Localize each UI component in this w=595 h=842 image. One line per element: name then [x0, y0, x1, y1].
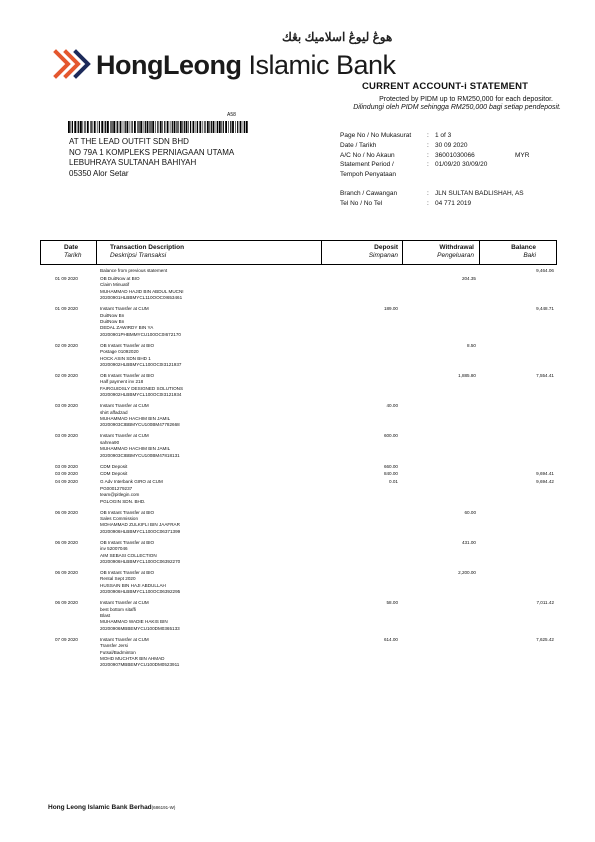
barcode-bar [127, 121, 129, 133]
cell-date: 01 09 2020 [55, 306, 78, 312]
meta-row [340, 170, 555, 180]
description-line: OB Instant Transfer at BIO [100, 569, 155, 575]
description-line: G Adv Interbank GIRO at CUM [100, 479, 163, 485]
address-line: LEBUHRAYA SULTANAH BAHIYAH [69, 158, 197, 167]
barcode-bar [113, 121, 115, 133]
meta-extra [515, 189, 555, 199]
meta-colon [427, 170, 435, 180]
description-line: HUSSAIN BIN HAJI ABDULLAH [100, 582, 166, 588]
meta-spacer [340, 180, 555, 189]
cell-date: 02 09 2020 [55, 372, 78, 378]
header-withdrawal: Withdrawal Pengeluaran [437, 244, 474, 259]
barcode-bar [235, 121, 236, 133]
table-border-right [556, 240, 557, 264]
barcode-bar [74, 121, 76, 133]
cell-withdrawal: 60.00 [464, 509, 476, 515]
barcode-bar [243, 121, 244, 133]
cell-deposit: 40.00 [386, 403, 398, 409]
barcode-bar [105, 121, 106, 133]
cell-description [100, 306, 315, 338]
barcode-bar [204, 121, 205, 133]
description-line: Instant Transfer at CUM [100, 306, 149, 312]
barcode-bar [134, 121, 136, 133]
barcode-bar [90, 121, 91, 133]
barcode-bar [155, 121, 156, 133]
barcode-bar [91, 121, 92, 133]
table-divider [479, 240, 480, 264]
barcode-bar [160, 121, 162, 133]
barcode-bar [137, 121, 138, 133]
barcode-icon [68, 121, 248, 133]
brand-arabic: هوڠ ليوڠ اسلاميك بڠك [282, 30, 393, 44]
barcode-bar [130, 121, 131, 133]
barcode-bar [84, 121, 85, 133]
meta-value: 30 09 2020 [435, 141, 468, 149]
meta-label: A/C No / No Akaun [340, 151, 395, 159]
barcode-bar [143, 121, 144, 133]
meta-row [340, 189, 555, 199]
meta-extra [515, 199, 555, 209]
cell-description [100, 479, 315, 505]
cell-description [100, 268, 315, 274]
meta-row [340, 160, 555, 170]
description-line: PG0001279237 [100, 485, 133, 491]
barcode-bar [223, 121, 224, 133]
description-line: shirt affadzad [100, 409, 128, 415]
description-line: 20200906MBBEMYCU100DM0365133 [100, 625, 180, 631]
cell-description [100, 570, 315, 596]
cell-date: 07 09 2020 [55, 636, 78, 642]
meta-colon: : [427, 141, 429, 149]
barcode-bar [150, 121, 151, 133]
meta-row [340, 199, 555, 209]
cell-withdrawal: 204.35 [461, 275, 476, 281]
meta-value [435, 170, 515, 180]
meta-colon: : [427, 199, 429, 207]
cell-description [100, 510, 315, 536]
meta-colon: : [427, 151, 429, 159]
description-line: HOCK ASIN SDN BHD 1 [100, 355, 151, 361]
meta-value: 1 of 3 [435, 132, 452, 139]
barcode-bar [180, 121, 182, 133]
barcode-bar [77, 121, 78, 133]
barcode-bar [240, 121, 242, 133]
barcode-bar [217, 121, 218, 133]
barcode-bar [80, 121, 82, 133]
cell-description [100, 600, 315, 632]
barcode-bar [145, 121, 146, 133]
description-line: DEDAL ZAWIRDY BIN YA [100, 325, 154, 331]
description-line: best bottom sitaffi [100, 606, 136, 612]
cell-deposit: 660.00 [383, 463, 398, 469]
cell-balance: 9,694.42 [536, 479, 554, 485]
cell-withdrawal: 2,200.00 [458, 569, 476, 575]
cell-description [100, 343, 315, 369]
meta-value: JLN SULTAN BADLISHAH, AS [435, 189, 524, 197]
cell-deposit: 600.00 [383, 433, 398, 439]
hong-leong-logo-icon [50, 42, 94, 86]
table-divider [402, 240, 403, 264]
description-line: OB Instant Transfer at BIO [100, 372, 155, 378]
pidm-notice-en: Protected by PIDM up to RM250,000 for each depositor. [379, 96, 553, 103]
barcode-bar [78, 121, 79, 133]
cell-withdrawal: 1,885.80 [458, 372, 476, 378]
meta-colon: : [427, 189, 429, 197]
meta-colon: : [427, 161, 429, 169]
meta-label: Tempoh Penyataan [340, 171, 397, 179]
description-line: Postage 01092020 [100, 349, 139, 355]
statement-title: CURRENT ACCOUNT-i STATEMENT [362, 81, 529, 92]
description-line: FAIRGUIDSLY DESIGNED SOLUTIONS [100, 385, 184, 391]
meta-row [340, 151, 555, 161]
cell-description [100, 471, 315, 477]
cell-date: 03 09 2020 [55, 403, 78, 409]
description-line: Rental Sept 2020 [100, 576, 136, 582]
table-divider [96, 240, 97, 264]
barcode-bar [97, 121, 98, 133]
cell-description [100, 637, 315, 669]
description-line: Instant Transfer at CUM [100, 636, 149, 642]
description-line: inv 52007046 [100, 546, 128, 552]
customer-address [69, 137, 234, 179]
description-line: Blast [100, 612, 111, 618]
barcode-bar [83, 121, 84, 133]
barcode-bar [211, 121, 212, 133]
barcode-bar [120, 121, 122, 133]
description-line: MOHD MUCHTAR BIN AHMAD [100, 655, 165, 661]
barcode-bar [172, 121, 173, 133]
description-line: PGLOGIN SDN. BHD. [100, 498, 146, 504]
cell-date: 06 09 2020 [55, 600, 78, 606]
barcode-bar [125, 121, 126, 133]
meta-label: Tel No / No Tel [340, 199, 383, 207]
barcode-bar [107, 121, 109, 133]
barcode-bar [116, 121, 117, 133]
meta-value: 36001030066 [435, 151, 475, 159]
barcode-bar [152, 121, 154, 133]
description-line: 20200903CIBBMYCU100BM47782668 [100, 422, 180, 428]
barcode-bar [177, 121, 178, 133]
meta-value: 04 771 2019 [435, 199, 472, 207]
cell-date: 04 09 2020 [55, 479, 78, 485]
cell-balance: 9,694.41 [536, 471, 554, 477]
cell-date: 03 09 2020 [55, 433, 78, 439]
meta-value: 01/09/20 30/09/20 [435, 161, 488, 169]
description-line: Half payment inv 218 [100, 379, 144, 385]
barcode-bar [196, 121, 197, 133]
description-line: 20200902HLBBMYCL100OC0I3121937 [100, 361, 182, 367]
header-balance: Balance Baki [511, 244, 536, 259]
table-border-left [40, 240, 41, 264]
reference-code: A58 [227, 112, 236, 118]
barcode-bar [246, 121, 248, 133]
barcode-bar [147, 121, 149, 133]
barcode-bar [167, 121, 169, 133]
description-line: 20200906HLBBMYCL100OC06392270 [100, 558, 181, 564]
cell-balance: 7,554.41 [536, 372, 554, 378]
description-line: 20200903CIBBMYCU100BM47818131 [100, 452, 180, 458]
description-line: Instant Transfer at CUM [100, 403, 149, 409]
description-line: MOHAMMAD ZULKIFLI BIN JAAFRAR [100, 522, 180, 528]
description-line: MUHAMMAD HACHIM BIN JAMIL [100, 415, 171, 421]
barcode-bar [193, 121, 195, 133]
barcode-bar [110, 121, 111, 133]
account-details [340, 131, 555, 209]
barcode-bar [188, 121, 189, 133]
description-line: 20200906HLBBMYCL100OC06392295 [100, 589, 181, 595]
barcode-bar [157, 121, 158, 133]
cell-withdrawal: 8.50 [467, 342, 476, 348]
header-description: Transaction Description Deskripsi Transaksi [110, 244, 185, 259]
barcode-bar [221, 121, 222, 133]
barcode-bar [184, 121, 185, 133]
brand-name: HongLeong Islamic Bank [96, 50, 396, 80]
cell-description [100, 373, 315, 399]
cell-description [100, 464, 315, 470]
description-line: AIM SEBASI COLLECTION [100, 552, 157, 558]
barcode-bar [117, 121, 118, 133]
barcode-bar [237, 121, 238, 133]
barcode-bar [197, 121, 198, 133]
cell-withdrawal: 431.00 [461, 539, 476, 545]
barcode-bar [244, 121, 245, 133]
meta-label: Statement Period / [340, 161, 394, 169]
meta-extra [515, 160, 555, 170]
barcode-bar [186, 121, 188, 133]
cell-balance: 9,448.71 [536, 306, 554, 312]
description-line: CDM Deposit [100, 471, 128, 477]
description-line: OB Instant Transfer at BIO [100, 342, 155, 348]
meta-row [340, 141, 555, 151]
barcode-bar [209, 121, 210, 133]
meta-label: Date / Tarikh [340, 141, 377, 149]
barcode-bar [71, 121, 72, 133]
barcode-bar [87, 121, 89, 133]
barcode-bar [170, 121, 171, 133]
barcode-bar [182, 121, 183, 133]
barcode-bar [101, 121, 103, 133]
cell-balance: 7,625.42 [536, 636, 554, 642]
barcode-bar [190, 121, 191, 133]
description-line: 20200902HLBBMYCL100OC0I3121934 [100, 392, 182, 398]
barcode-bar [199, 121, 201, 133]
description-line: MUHAMMAD WADIE HAKIS BIN [100, 619, 168, 625]
cell-date: 03 09 2020 [55, 471, 78, 477]
description-line: OB Instant Transfer at BIO [100, 539, 155, 545]
meta-extra [515, 131, 555, 141]
barcode-bar [230, 121, 231, 133]
description-line: Sales Commission [100, 515, 139, 521]
meta-colon: : [427, 132, 429, 139]
address-line: NO 79A 1 KOMPLEKS PERNIAGAAN UTAMA [69, 147, 235, 157]
cell-date: 06 09 2020 [55, 509, 78, 515]
description-line: Instant Transfer at CUM [100, 600, 149, 606]
description-line: Balance from previous statement [100, 268, 168, 273]
cell-deposit: 614.00 [383, 636, 398, 642]
barcode-bar [203, 121, 204, 133]
pidm-notice-my: Dilindungi oleh PIDM sehingga RM250,000 bagi setiap pendeposit. [353, 104, 561, 111]
description-line: 20200901HLBBMYCL110OOC0I653461 [100, 295, 183, 301]
description-line: MUHAMMAD HACHIM BIN JAMIL [100, 446, 171, 452]
barcode-bar [111, 121, 112, 133]
cell-description [100, 433, 315, 459]
description-line: DuitNow Bn [100, 312, 125, 318]
barcode-bar [104, 121, 105, 133]
barcode-bar [216, 121, 217, 133]
description-line: Instant Transfer at CUM [100, 433, 149, 439]
description-line: OB Instant Transfer at BIO [100, 509, 155, 515]
cell-balance: 9,464.06 [536, 268, 554, 273]
barcode-bar [140, 121, 142, 133]
address-line: 05350 Alor Setar [69, 168, 129, 178]
description-line: Futsal/Badminton [100, 649, 136, 655]
address-line: AT THE LEAD OUTFIT SDN BHD [69, 137, 189, 146]
description-line: sahrea90 [100, 439, 120, 445]
barcode-bar [164, 121, 165, 133]
barcode-bar [149, 121, 150, 133]
description-line: 20200907MBBEMYCU100DM0523911 [100, 662, 180, 668]
description-line: OB DuitNow at BIO [100, 275, 140, 281]
cell-description [100, 403, 315, 429]
meta-label: Branch / Cawangan [340, 189, 398, 197]
cell-date: 06 09 2020 [55, 539, 78, 545]
meta-extra [515, 170, 555, 180]
cell-date: 01 09 2020 [55, 275, 78, 281]
barcode-bar [138, 121, 139, 133]
barcode-bar [232, 121, 234, 133]
meta-label: Page No / No Mukasurat [340, 132, 412, 139]
table-divider [321, 240, 322, 264]
description-line: CDM Deposit [100, 463, 128, 469]
meta-extra: MYR [515, 151, 530, 159]
cell-deposit: 840.00 [383, 471, 398, 477]
barcode-bar [174, 121, 176, 133]
cell-date: 06 09 2020 [55, 569, 78, 575]
barcode-bar [94, 121, 96, 133]
header-deposit: Deposit Simpanan [368, 244, 398, 259]
cell-balance: 7,011.42 [536, 600, 554, 606]
description-line: DuitNow Bn [100, 318, 125, 324]
barcode-bar [132, 121, 133, 133]
barcode-bar [228, 121, 229, 133]
cell-deposit: 189.00 [383, 306, 398, 312]
barcode-bar [72, 121, 73, 133]
header-date: Date Tarikh [64, 244, 82, 259]
barcode-bar [123, 121, 124, 133]
barcode-bar [99, 121, 100, 133]
barcode-bar [176, 121, 177, 133]
barcode-bar [207, 121, 209, 133]
barcode-bar [213, 121, 215, 133]
barcode-bar [225, 121, 227, 133]
table-header-rule [40, 264, 557, 265]
barcode-bar [219, 121, 221, 133]
description-line: MUHAMMAD HAJID BIN ABDUL MUCNI [100, 288, 184, 294]
cell-date: 03 09 2020 [55, 463, 78, 469]
cell-date: 02 09 2020 [55, 342, 78, 348]
description-line: team@pitlegin.com [100, 492, 140, 498]
cell-description [100, 540, 315, 566]
meta-extra [515, 141, 555, 151]
description-line: 20200906HLBBMYCL100OC06371399 [100, 528, 181, 534]
cell-deposit: 58.00 [386, 600, 398, 606]
description-line: 20200901PHBMMYCU100OC0I672170 [100, 331, 181, 337]
cell-description [100, 276, 315, 302]
meta-row [340, 131, 555, 141]
description-line: Claim Minuatif [100, 282, 130, 288]
description-line: Transfer Jersi [100, 643, 128, 649]
barcode-bar [68, 121, 70, 133]
footer: Hong Leong Islamic Bank Berhad(686191-W) [48, 804, 176, 811]
barcode-bar [162, 121, 163, 133]
cell-deposit: 0.01 [389, 479, 398, 485]
